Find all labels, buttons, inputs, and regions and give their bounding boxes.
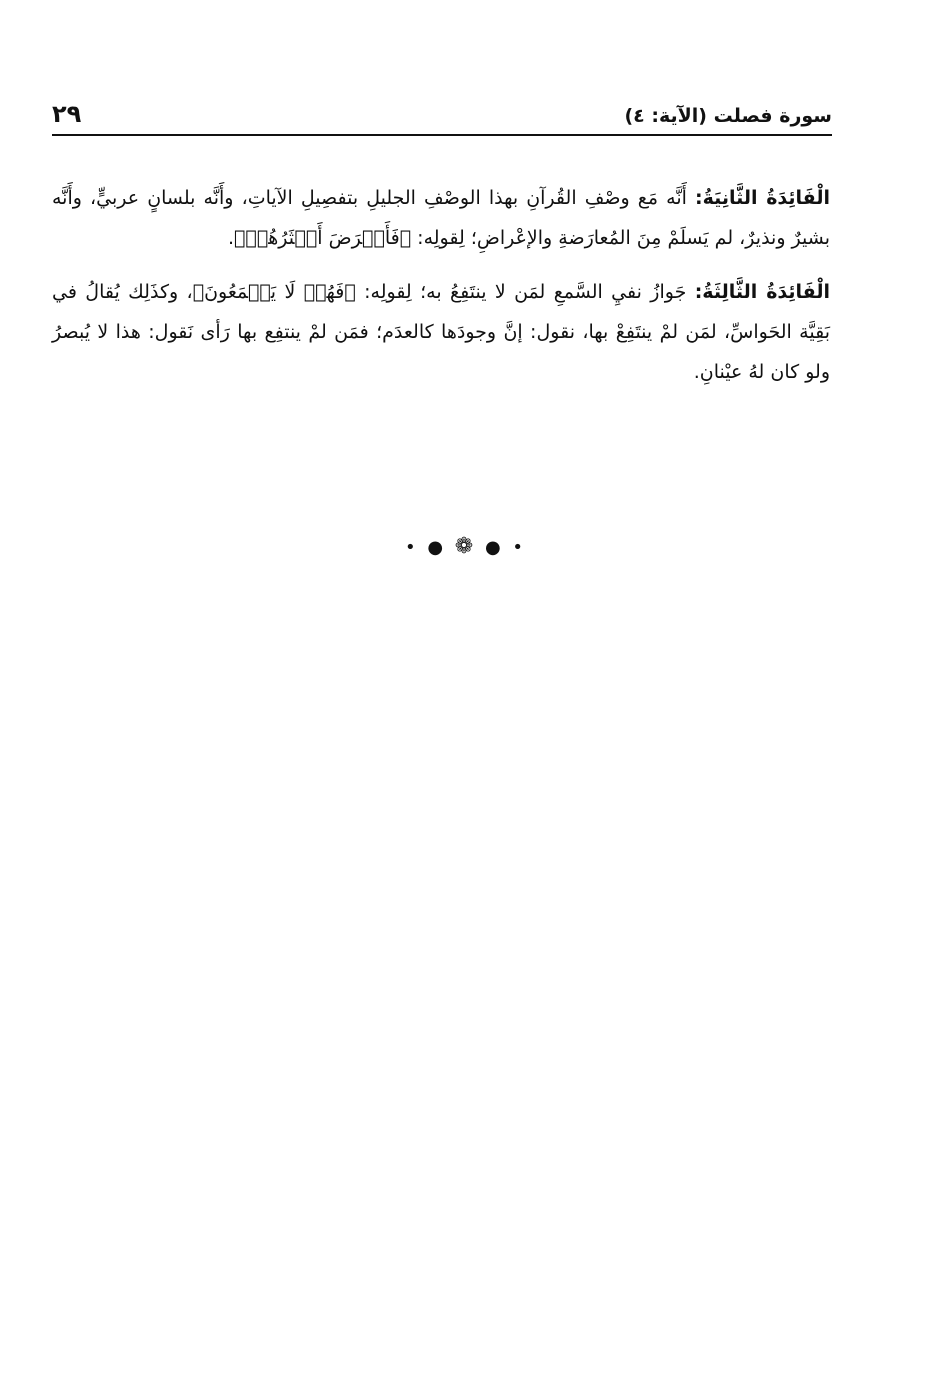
page-header (52, 100, 832, 136)
paragraph-second-benefit (52, 178, 830, 258)
ornament-dots-left: • ● (405, 537, 447, 558)
paragraph-text: أَنَّه مَع وصْفِ القُرآنِ بهذا الوصْفِ الجليلِ بتفصِيلِ الآياتِ، وأَنَّه بلسانٍ عربيٍّ، وأَنَّه بشيرٌ ونذيرٌ، لم يَسلَمْ مِنَ المُعارَضةِ والإعْراضِ؛ لِقولِه: (52, 187, 830, 249)
benefit-heading: الْفَائِدَةُ الثَّانِيَةُ: (695, 187, 830, 209)
main-text (52, 178, 830, 392)
paragraph-third-benefit (52, 272, 830, 392)
quran-quote: ﴿فَأَعۡرَضَ أَكۡثَرُهُمۡ﴾ (234, 227, 412, 249)
paragraph-text: جَوازُ نفيِ السَّمعِ لمَن لا ينتَفِعُ به؛ لِقولِه: (355, 281, 695, 303)
paragraph-text-end: ، وكذَلِك يُقالُ في بَقِيَّة الحَواسِّ، لمَن لمْ ينتَفِعْ بها، نقول: إنَّ وجودَها كالعدَم؛ فمَن لمْ ينتفِع بها رَأى نَقول: هذا لا يُبصرُ ولو كان لهُ عيْنانِ. (52, 281, 830, 383)
header-divider (52, 134, 832, 136)
benefit-heading: الْفَائِدَةُ الثَّالِثَةُ: (694, 281, 830, 303)
paragraph-text-end: . (227, 227, 235, 249)
flower-ornament-icon: ❁ (454, 534, 477, 559)
section-end-ornament (0, 532, 931, 563)
quran-quote: ﴿فَهُمۡ لَا يَسۡمَعُونَ﴾ (192, 281, 356, 303)
surah-title: سورة فصلت (الآية: ٤) (624, 105, 832, 127)
page-number: ٢٩ (52, 100, 82, 128)
ornament-dots-right: ● • (484, 537, 526, 558)
